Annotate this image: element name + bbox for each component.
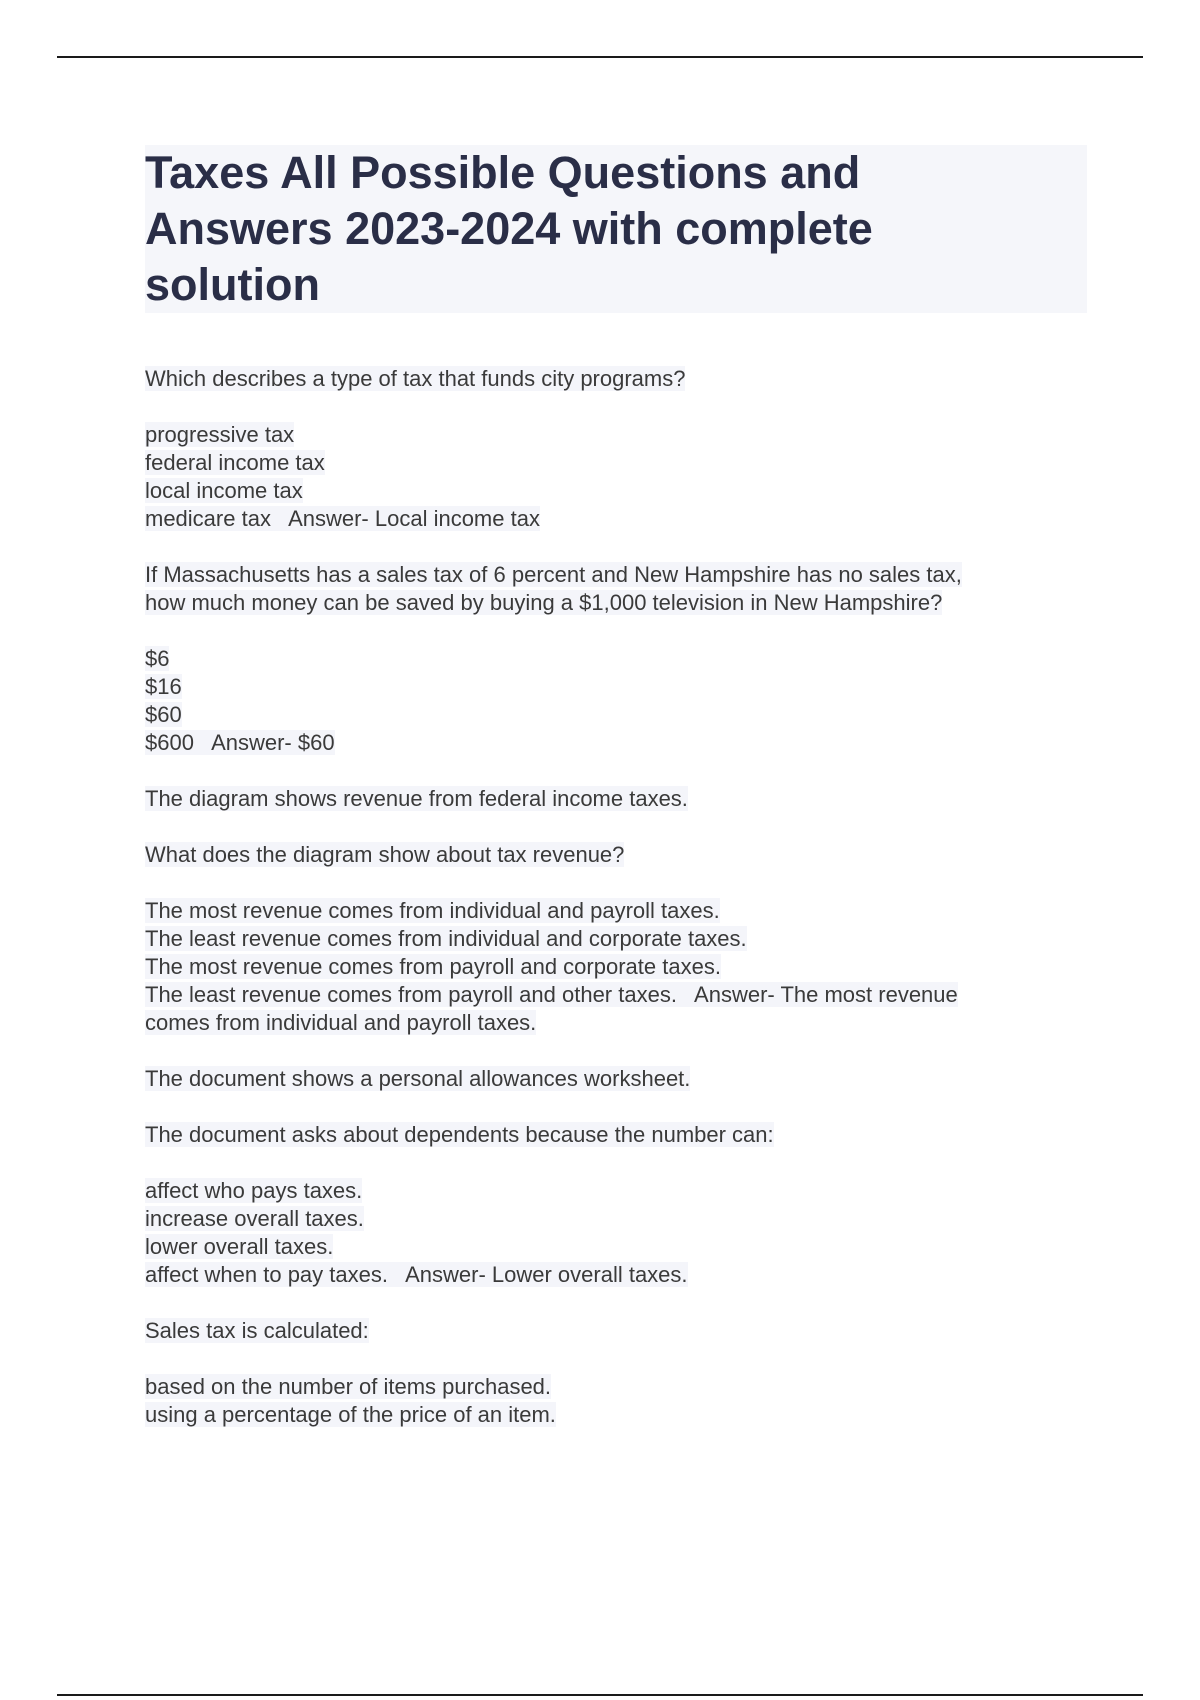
question-text [145, 1121, 1065, 1149]
text-line: What does the diagram show about tax revenue? [145, 842, 625, 867]
answer-options [145, 1177, 1065, 1289]
option-line: affect who pays taxes. [145, 1178, 363, 1203]
option-line: $16 [145, 674, 182, 699]
title-line: Answers 2023-2024 with complete [145, 203, 873, 254]
text-line: Which describes a type of tax that funds city programs? [145, 366, 686, 391]
text-line: If Massachusetts has a sales tax of 6 percent and New Hampshire has no sales tax, [145, 562, 962, 587]
text-line: The document shows a personal allowances worksheet. [145, 1066, 691, 1091]
header-rule [57, 56, 1143, 58]
option-line: The most revenue comes from individual and payroll taxes. [145, 898, 720, 923]
text-line: Sales tax is calculated: [145, 1318, 369, 1343]
option-line: using a percentage of the price of an item. [145, 1402, 556, 1427]
question-text [145, 561, 1065, 617]
answer-options [145, 645, 1065, 757]
answer-options [145, 1373, 1065, 1429]
answer-options [145, 421, 1065, 533]
option-line: $600 Answer- $60 [145, 730, 335, 755]
option-line: local income tax [145, 478, 303, 503]
option-line: $60 [145, 702, 182, 727]
option-line: $6 [145, 646, 170, 671]
option-line: The least revenue comes from payroll and other taxes. Answer- The most revenue [145, 982, 958, 1007]
title-line: solution [145, 259, 320, 310]
option-line: progressive tax [145, 422, 295, 447]
option-line: based on the number of items purchased. [145, 1374, 552, 1399]
question-text [145, 365, 1065, 393]
answer-options [145, 897, 1065, 1037]
question-text [145, 1317, 1065, 1345]
document-body [145, 365, 1065, 1429]
option-line: comes from individual and payroll taxes. [145, 1010, 537, 1035]
option-line: medicare tax Answer- Local income tax [145, 506, 540, 531]
question-text [145, 841, 1065, 869]
option-line: The most revenue comes from payroll and corporate taxes. [145, 954, 721, 979]
title-line: Taxes All Possible Questions and [145, 147, 861, 198]
title-block [145, 145, 1087, 313]
option-line: affect when to pay taxes. Answer- Lower overall taxes. [145, 1262, 688, 1287]
text-line: how much money can be saved by buying a $1,000 television in New Hampshire? [145, 590, 943, 615]
option-line: increase overall taxes. [145, 1206, 364, 1231]
text-line: The document asks about dependents because the number can: [145, 1122, 774, 1147]
option-line: federal income tax [145, 450, 325, 475]
question-text [145, 1065, 1065, 1093]
footer-rule [57, 1694, 1143, 1696]
question-text [145, 785, 1065, 813]
option-line: The least revenue comes from individual and corporate taxes. [145, 926, 747, 951]
option-line: lower overall taxes. [145, 1234, 334, 1259]
text-line: The diagram shows revenue from federal income taxes. [145, 786, 688, 811]
document-title [145, 145, 1087, 313]
